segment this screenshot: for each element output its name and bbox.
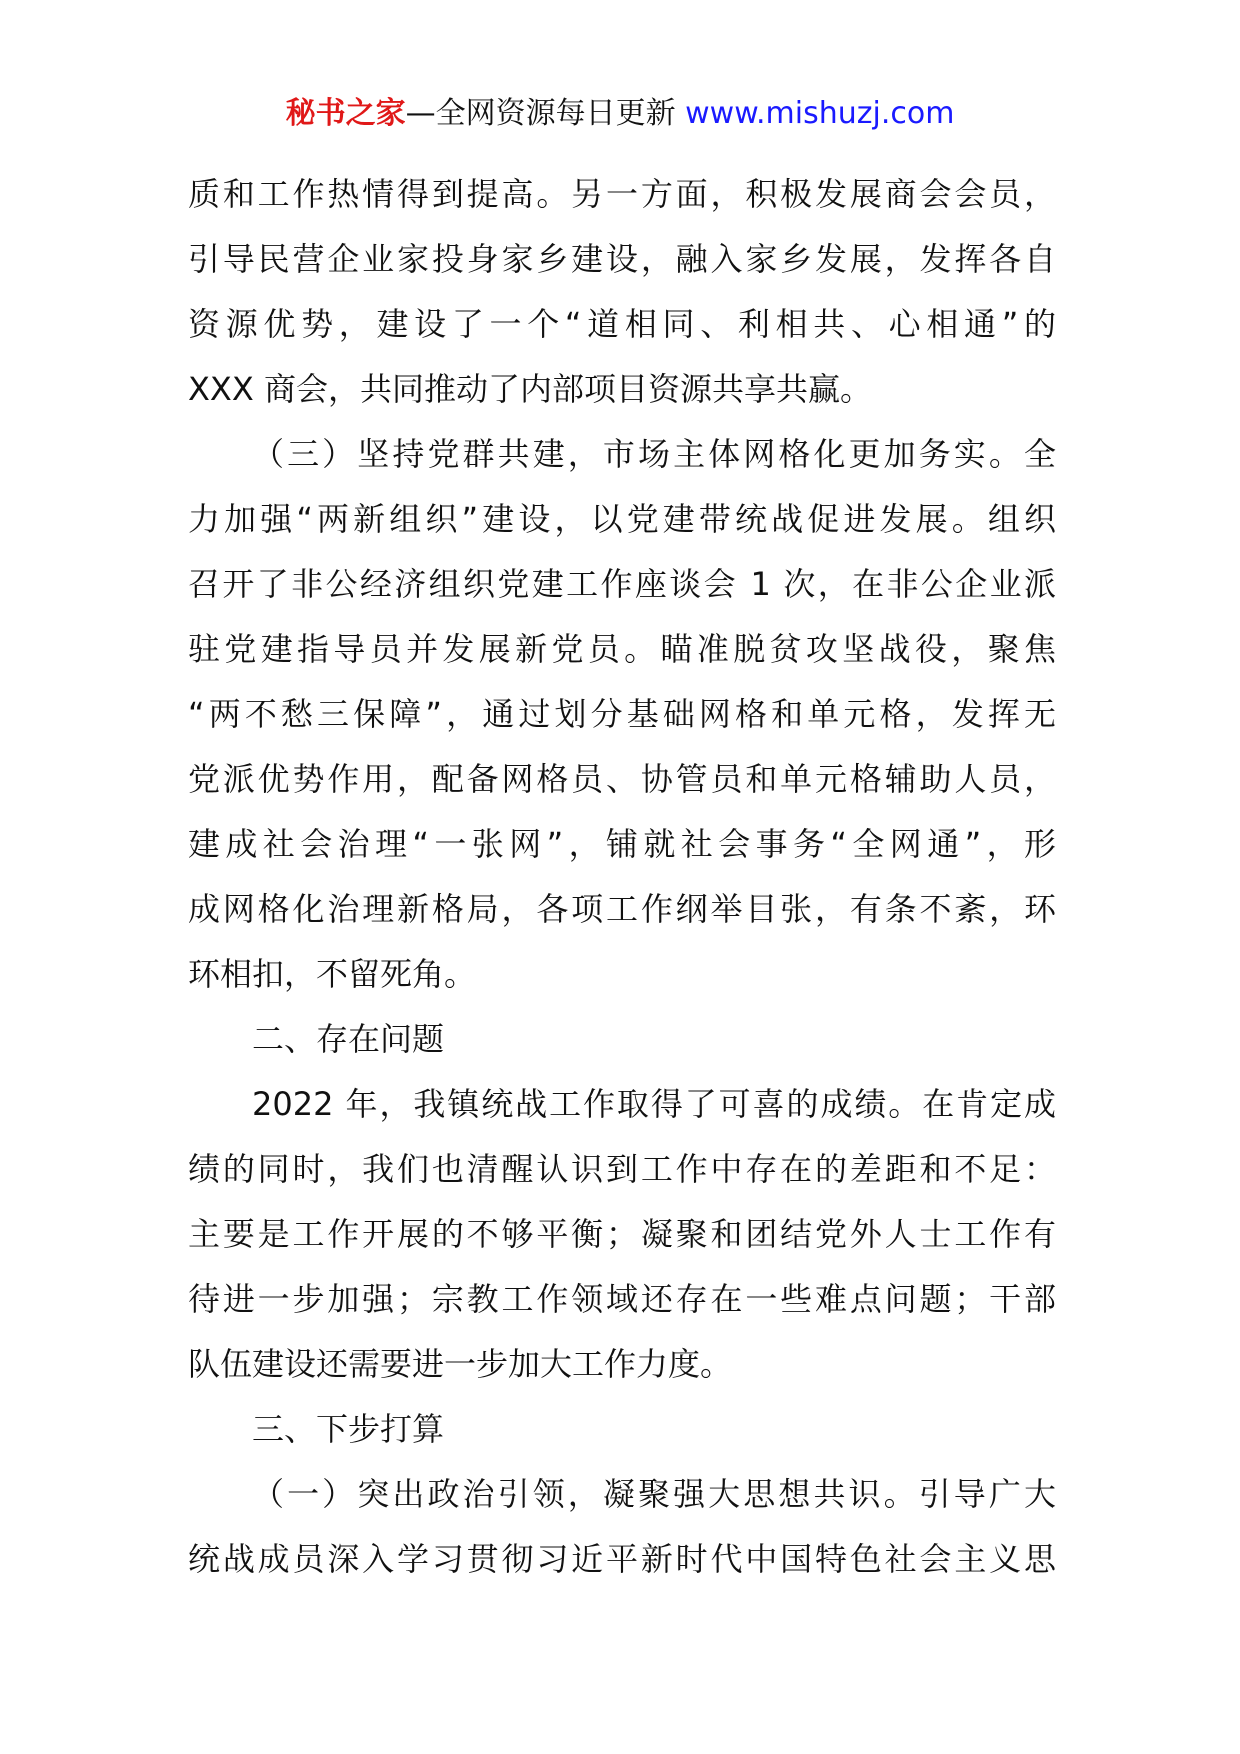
page-header <box>0 94 1240 134</box>
text-line: 环相扣，不留死角。 <box>188 955 477 993</box>
document-body <box>188 162 1056 1592</box>
text-line: 2022 年，我镇统战工作取得了可喜的成绩。在肯定成 <box>252 1085 1056 1123</box>
text-line: “两不愁三保障”，通过划分基础网格和单元格，发挥无 <box>188 695 1056 733</box>
text-line: 召开了非公经济组织党建工作座谈会 1 次，在非公企业派 <box>188 565 1056 603</box>
text-line: （三）坚持党群共建，市场主体网格化更加务实。全 <box>252 435 1056 473</box>
text-line: 绩的同时，我们也清醒认识到工作中存在的差距和不足： <box>188 1150 1056 1188</box>
text-line: 主要是工作开展的不够平衡；凝聚和团结党外人士工作有 <box>188 1215 1056 1253</box>
section-heading: 二、存在问题 <box>252 1020 445 1058</box>
text-line: 资源优势，建设了一个“道相同、利相共、心相通”的 <box>188 305 1056 343</box>
text-line: 统战成员深入学习贯彻习近平新时代中国特色社会主义思 <box>188 1540 1056 1578</box>
text-line: 质和工作热情得到提高。另一方面，积极发展商会会员， <box>188 175 1056 213</box>
text-line: XXX 商会，共同推动了内部项目资源共享共赢。 <box>188 370 872 408</box>
text-line: 建成社会治理“一张网”，铺就社会事务“全网通”，形 <box>188 825 1056 863</box>
text-line: 待进一步加强；宗教工作领域还存在一些难点问题；干部 <box>188 1280 1056 1318</box>
header-tagline: —全网资源每日更新 <box>405 96 676 131</box>
section-heading: 三、下步打算 <box>252 1410 445 1448</box>
text-line: 队伍建设还需要进一步加大工作力度。 <box>188 1345 733 1383</box>
text-line: （一）突出政治引领，凝聚强大思想共识。引导广大 <box>252 1475 1056 1513</box>
text-line: 党派优势作用，配备网格员、协管员和单元格辅助人员， <box>188 760 1056 798</box>
header-url-link[interactable]: www.mishuzj.com <box>685 96 955 131</box>
header-brand: 秘书之家 <box>285 96 406 131</box>
text-line: 力加强“两新组织”建设，以党建带统战促进发展。组织 <box>188 500 1056 538</box>
text-line: 引导民营企业家投身家乡建设，融入家乡发展，发挥各自 <box>188 240 1056 278</box>
text-line: 驻党建指导员并发展新党员。瞄准脱贫攻坚战役，聚焦 <box>188 630 1056 668</box>
text-line: 成网格化治理新格局，各项工作纲举目张，有条不紊，环 <box>188 890 1056 928</box>
